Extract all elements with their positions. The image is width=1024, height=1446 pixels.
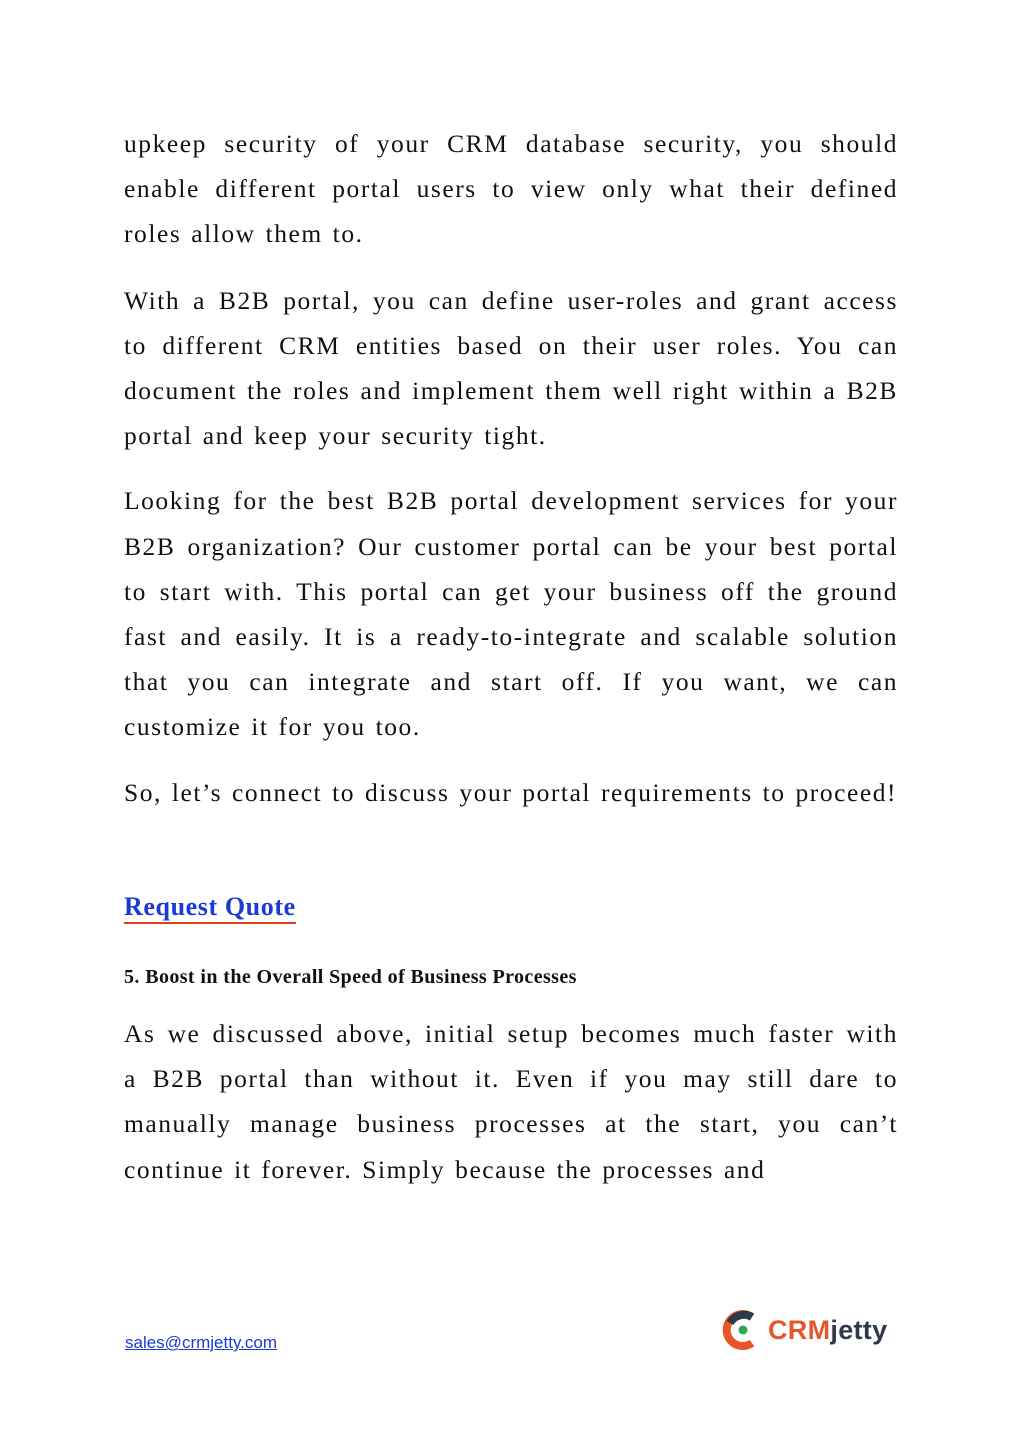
paragraph-connect: So, let’s connect to discuss your portal requirements to proceed! bbox=[124, 777, 898, 807]
logo-wordmark bbox=[768, 1307, 887, 1353]
logo-jetty-text: jetty bbox=[830, 1315, 888, 1345]
paragraph-b2b-portal-roles: With a B2B portal, you can define user-roles and grant access to different CRM entities based on their user roles. You can document the roles and implement them well right within a B2B portal and keep your security tight. bbox=[124, 285, 898, 451]
body-text-block-2 bbox=[124, 1011, 898, 1192]
crmjetty-logo-icon bbox=[722, 1309, 762, 1351]
footer-email-link[interactable]: sales@crmjetty.com bbox=[125, 1333, 278, 1352]
paragraph-business-speed: As we discussed above, initial setup becomes much faster with a B2B portal than without it. Even if you may still dare to manually manage business processes at the start, you can’t continue it forever. Simply because the processes and bbox=[124, 1019, 898, 1184]
paragraph-portal-services: Looking for the best B2B portal development services for your B2B organization? Our customer portal can be your best portal to start with. This portal can get your business off the ground fast and easily. It is a ready-to-integrate and scalable solution that you can integrate and start off. If you want, we can customize it for you too. bbox=[124, 486, 898, 742]
paragraph-security-roles: upkeep security of your CRM database security, you should enable different portal users to view only what their defined roles allow them to. bbox=[124, 129, 898, 249]
request-quote-link[interactable]: Request Quote bbox=[124, 892, 296, 924]
body-text-block bbox=[124, 121, 898, 815]
logo-crm-text: CRM bbox=[768, 1315, 831, 1345]
crmjetty-logo bbox=[722, 1307, 887, 1353]
section-heading: 5. Boost in the Overall Speed of Business Processes bbox=[124, 966, 577, 988]
